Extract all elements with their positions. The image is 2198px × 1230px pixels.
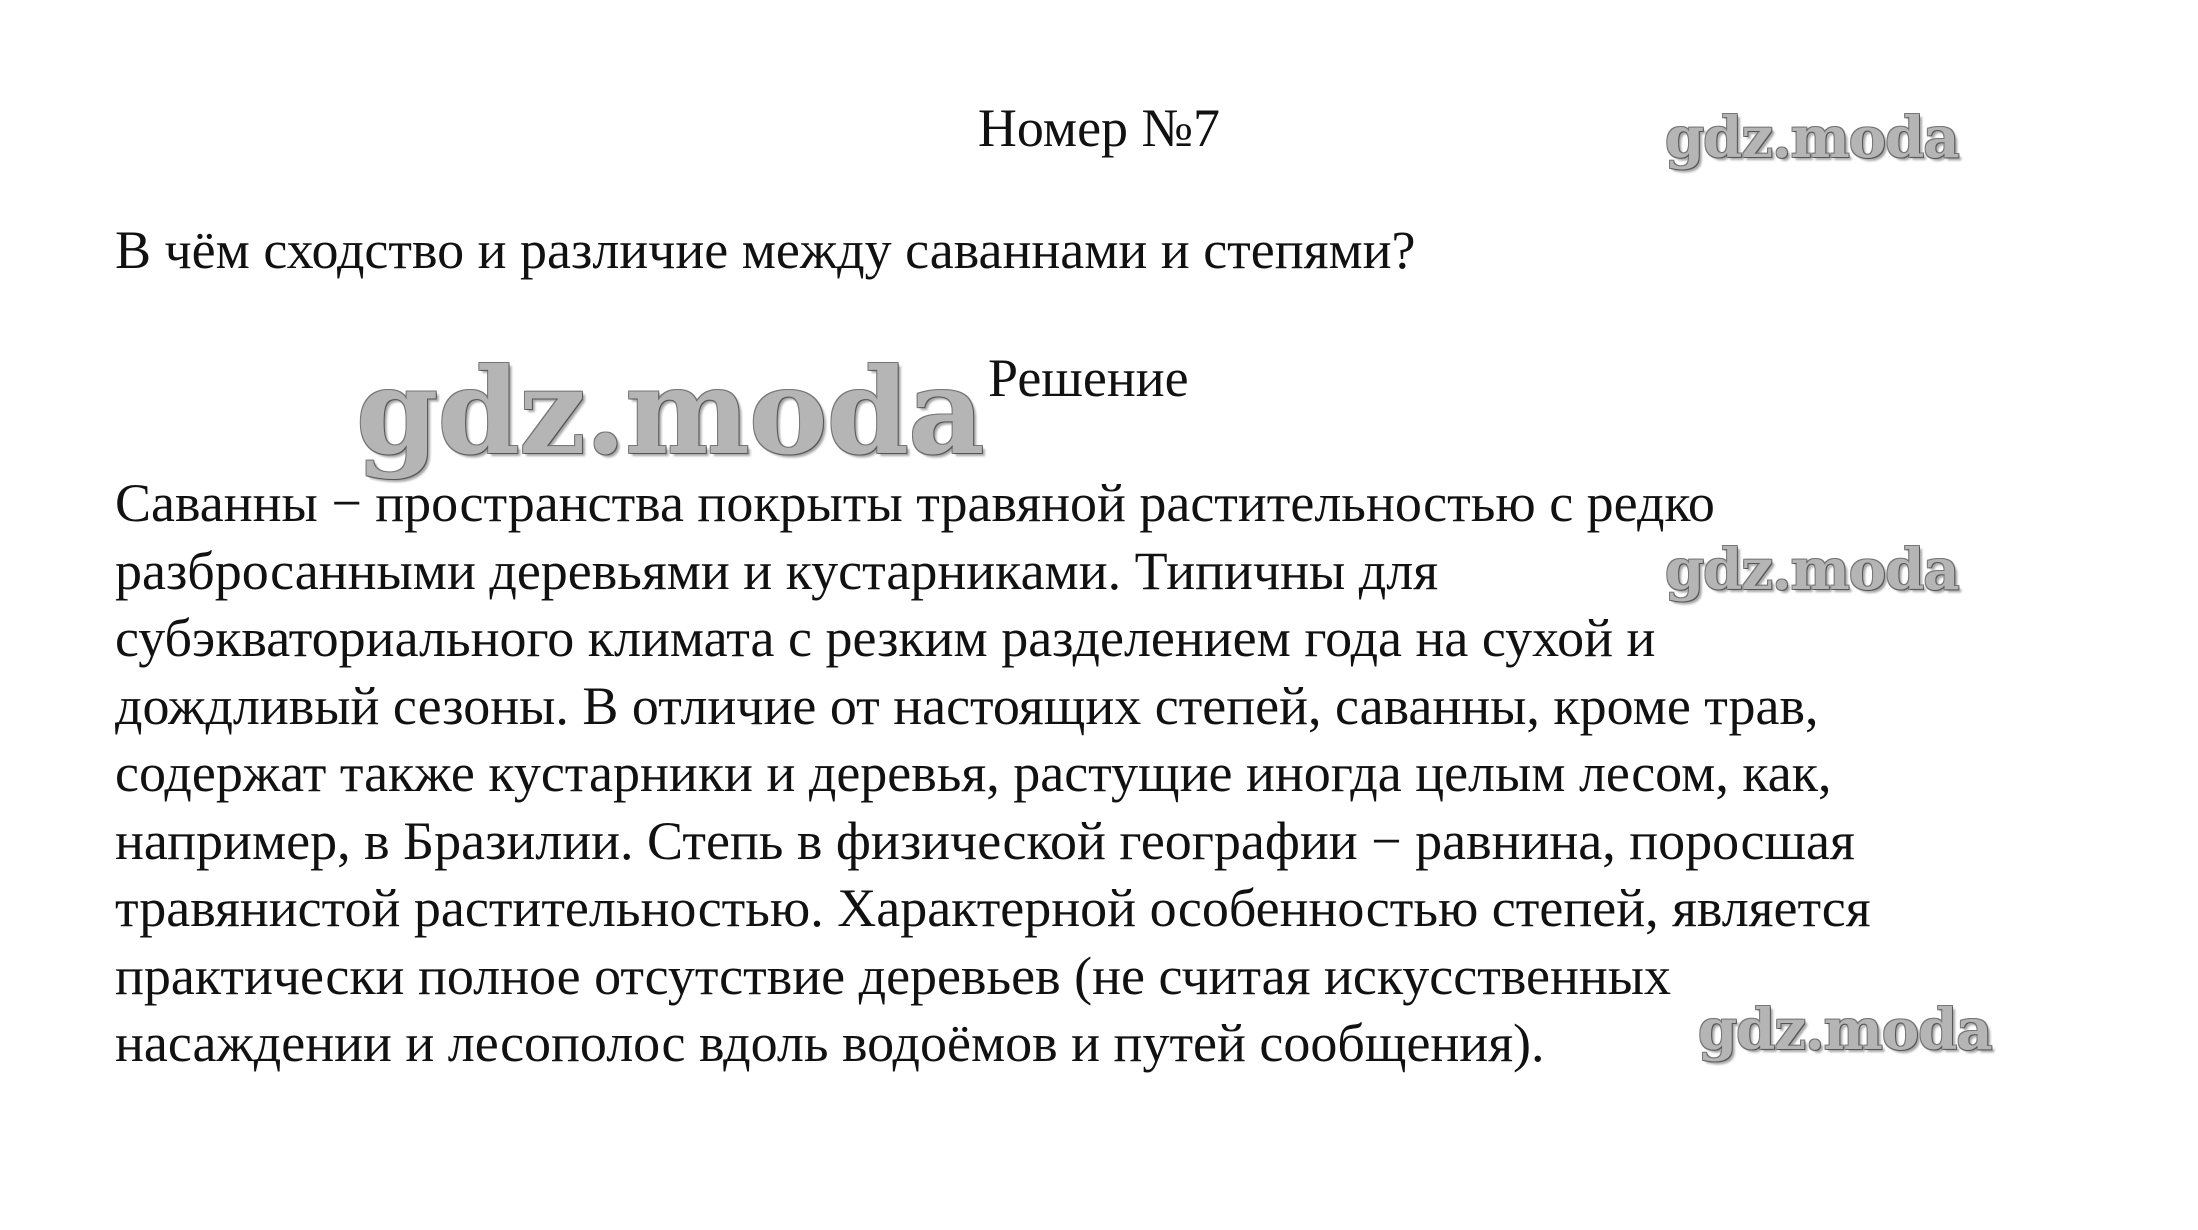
answer-line: разбросанными деревьями и кустарниками. Типичны для [115,540,1439,601]
solution-heading: Решение [988,348,1189,408]
watermark-logo: gdz.moda [1698,997,1992,1063]
answer-line: практически полное отсутствие деревьев (не считая искусственных [115,945,1672,1006]
page-title: Номер №7 [977,98,1221,158]
answer-line: например, в Бразилии. Степь в физической географии − равнина, поросшая [115,810,1855,871]
answer-line: субэкваториального климата с резким разделением года на сухой и [115,608,1656,668]
watermark-logo: gdz.moda [356,342,984,481]
question-text: В чём сходство и различие между саваннами и степями? [115,220,1416,280]
watermark-logo: gdz.moda [1665,537,1959,603]
answer-line: содержат также кустарники и деревья, растущие иногда целым лесом, как, [115,743,1832,803]
answer-line: дождливый сезоны. В отличие от настоящих степей, саванны, кроме трав, [115,675,1819,736]
answer-line: насаждении и лесополос вдоль водоёмов и путей сообщения). [115,1013,1545,1073]
answer-line: Саванны − пространства покрыты травяной растительностью с редко [115,473,1715,533]
answer-line: травянистой растительностью. Характерной особенностью степей, является [115,878,1871,938]
watermark-logo: gdz.moda [1665,105,1959,171]
